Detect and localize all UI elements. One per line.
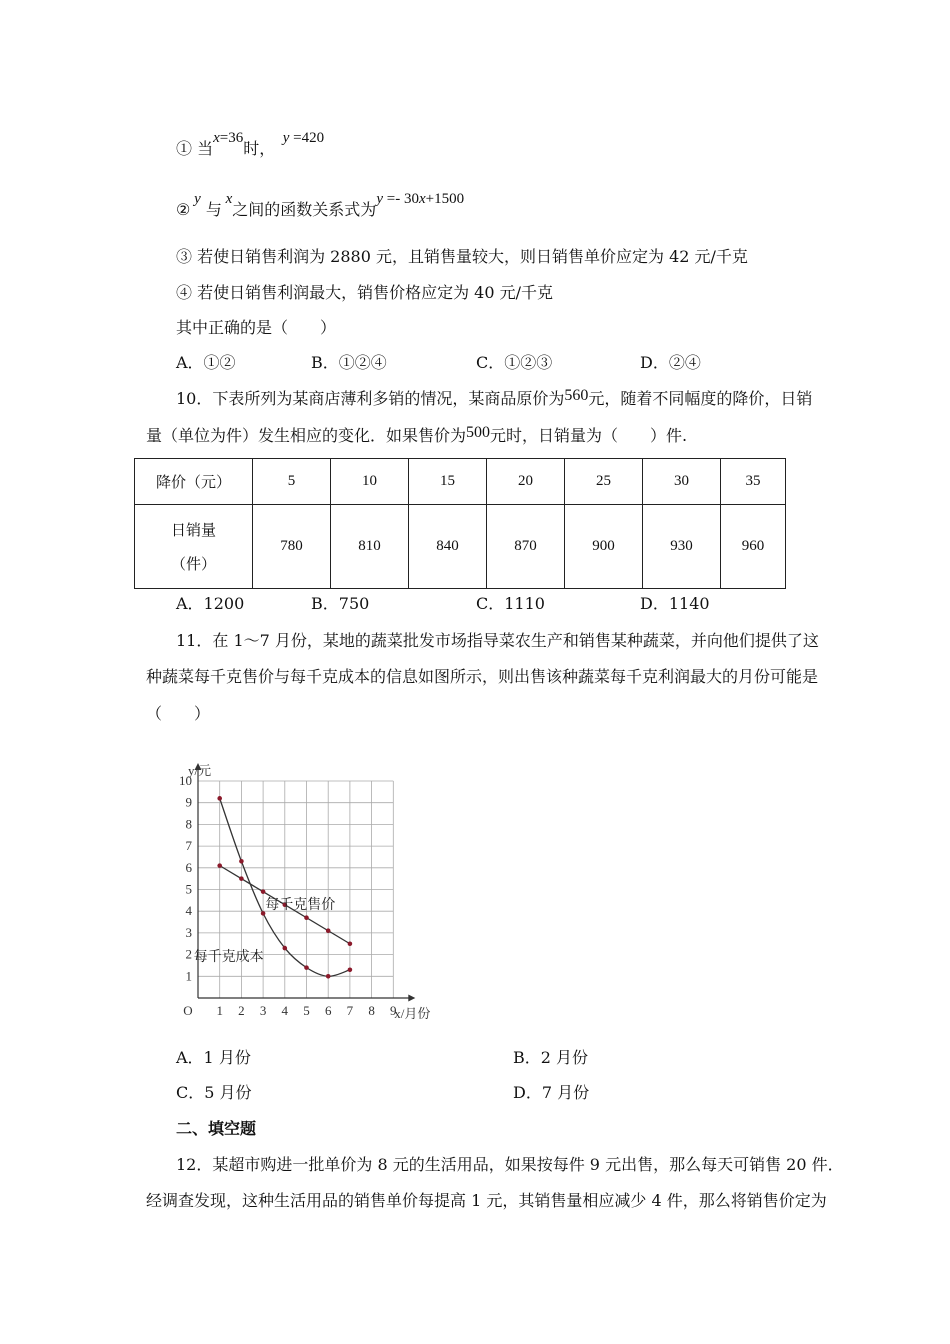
row2-header-line-2: （件） (170, 554, 216, 573)
data-point (239, 859, 244, 864)
x-tick-label: 8 (368, 1003, 375, 1018)
table-cell: 10 (331, 459, 409, 505)
data-point (304, 965, 309, 970)
table-cell: 780 (253, 505, 331, 589)
origin-label: O (183, 1003, 193, 1018)
table-cell: 30 (643, 459, 721, 505)
q9-statement-3: ③ 若使日销售利润为 2880 元，且销售量较大，则日销售单价应定为 42 元/千克 (176, 247, 748, 266)
y-tick-label: 9 (185, 794, 192, 810)
q11-option-c: C．5 月份 (176, 1083, 252, 1102)
price-cost-chart (170, 748, 450, 1028)
table-cell: 810 (331, 505, 409, 589)
table-cell: 960 (721, 505, 786, 589)
data-point (217, 863, 222, 868)
y-tick-label: 7 (185, 838, 192, 854)
data-point (326, 928, 331, 933)
table-cell: 870 (487, 505, 565, 589)
x-tick-label: 2 (238, 1003, 245, 1018)
table-cell: 5 (253, 459, 331, 505)
x-tick-label: 5 (303, 1003, 310, 1018)
q10-option-a: A．1200 (176, 594, 245, 613)
x-tick-label: 9 (390, 1003, 397, 1018)
q10-line-2: 量（单位为件）发生相应的变化．如果售价为500元时，日销量为（ ）件. (146, 424, 688, 445)
section-title: 二、填空题 (176, 1119, 257, 1138)
data-point (304, 915, 309, 920)
q11-line-1: 11．在 1～7 月份，某地的蔬菜批发市场指导菜农生产和销售某种蔬菜，并向他们提供了这 (176, 631, 819, 650)
x-tick-label: 6 (324, 1003, 332, 1018)
q9-option-d: D．②④ (640, 353, 701, 372)
y-tick-label: 6 (185, 859, 192, 875)
table-cell: 35 (721, 459, 786, 505)
y-tick-label: 1 (185, 968, 192, 984)
series-label-price: 每千克售价 (265, 897, 336, 914)
row1-header: 降价（元） (135, 459, 253, 505)
table-cell: 900 (565, 505, 643, 589)
chart-grid (198, 781, 393, 998)
x-tick-label: 4 (281, 1003, 289, 1018)
q10-option-d: D．1140 (640, 594, 710, 613)
q10-option-c: C．1110 (476, 594, 545, 613)
table-row (135, 505, 786, 589)
table-row (135, 459, 786, 505)
data-point (348, 967, 353, 972)
y-tick-label: 8 (185, 816, 192, 832)
q11-option-b: B．2 月份 (513, 1048, 589, 1067)
q9-option-c: C．①②③ (476, 353, 553, 372)
y-tick-label: 2 (185, 946, 192, 962)
x-tick-label: 1 (216, 1003, 223, 1018)
x-tick-label: 7 (346, 1003, 354, 1018)
chart-ticks (179, 773, 397, 1018)
row2-header-line-1: 日销量 (170, 520, 216, 539)
q10-option-b: B．750 (311, 594, 370, 613)
x-axis-label: x/月份 (394, 1006, 431, 1021)
data-point (348, 941, 353, 946)
y-tick-label: 3 (185, 924, 192, 940)
data-point (326, 974, 331, 979)
series-label-cost: 每千克成本 (193, 949, 264, 966)
table-cell: 930 (643, 505, 721, 589)
y-tick-label: 5 (185, 881, 192, 897)
q9-ask: 其中正确的是（ ） (176, 318, 337, 337)
table-cell: 15 (409, 459, 487, 505)
q12-line-2: 经调查发现，这种生活用品的销售单价每提高 1 元，其销售量相应减少 4 件，那么将销售价定为 (146, 1191, 827, 1210)
chart-axes (195, 763, 416, 1002)
q9-statement-4: ④ 若使日销售利润最大，销售价格应定为 40 元/千克 (176, 283, 554, 302)
q10-line-1: 10．下表所列为某商店薄利多销的情况，某商品原价为560元，随着不同幅度的降价，日销 (176, 387, 813, 408)
q9-statement-1: ① 当x=36时， y =420 (176, 130, 325, 158)
x-axis-arrow (408, 995, 415, 1002)
table-cell: 20 (487, 459, 565, 505)
y-axis-label: y/元 (188, 763, 212, 778)
q12-line-1: 12．某超市购进一批单价为 8 元的生活用品，如果按每件 9 元出售，那么每天可销售 20 件． (176, 1155, 844, 1174)
q10-table (134, 458, 786, 589)
table-cell: 840 (409, 505, 487, 589)
data-point (239, 876, 244, 881)
table-cell: 25 (565, 459, 643, 505)
y-tick-label: 10 (179, 773, 192, 788)
q9-option-b: B．①②④ (311, 353, 387, 372)
q11-option-a: A．1 月份 (176, 1048, 251, 1067)
q11-option-d: D．7 月份 (513, 1083, 590, 1102)
x-tick-label: 3 (259, 1003, 267, 1018)
row2-header (135, 505, 253, 589)
data-point (217, 796, 222, 801)
q9-statement-2: ② y 与 x之间的函数关系式为y =- 30x+1500 (176, 191, 465, 219)
data-point (261, 889, 266, 894)
y-tick-label: 4 (185, 903, 192, 919)
q11-line-2: 种蔬菜每千克售价与每千克成本的信息如图所示，则出售该种蔬菜每千克利润最大的月份可能是 (146, 667, 819, 686)
q11-line-3: （ ） (146, 704, 211, 723)
data-point (283, 946, 288, 951)
q9-option-a: A．①② (176, 353, 236, 372)
